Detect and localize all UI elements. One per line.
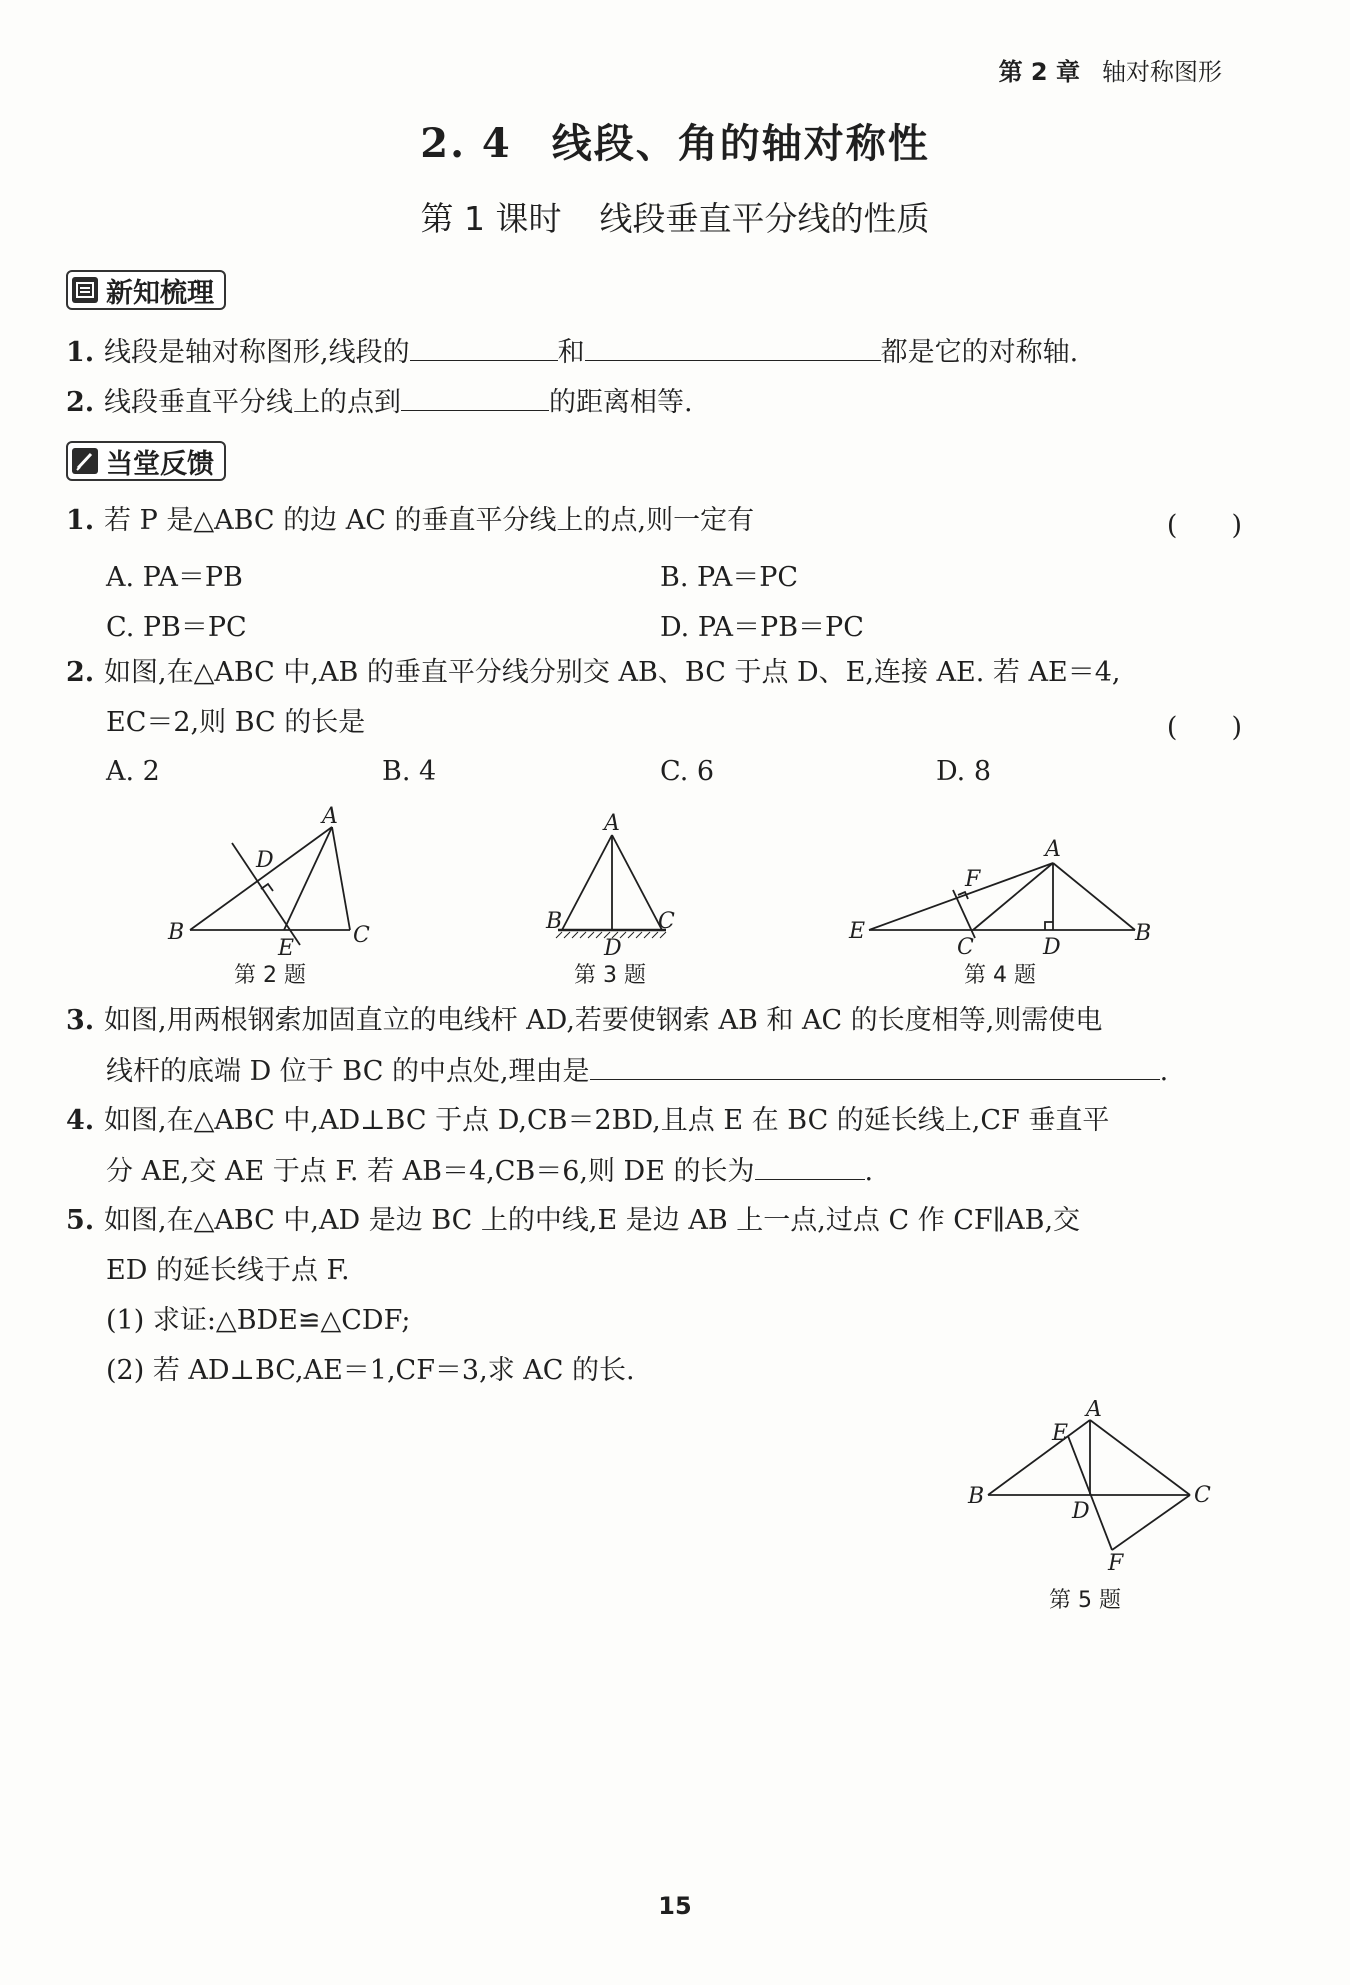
option-b[interactable]: B. PA＝PC	[660, 562, 799, 593]
svg-text:E: E	[278, 936, 295, 960]
item-number: 1.	[66, 337, 95, 368]
svg-text:A: A	[322, 805, 338, 829]
section-tag-new-knowledge	[66, 270, 226, 310]
question-5-line2: ED 的延长线于点 F.	[106, 1255, 350, 1286]
svg-text:D: D	[256, 848, 274, 873]
section-number: 2. 4	[420, 120, 512, 167]
answer-blank[interactable]	[401, 384, 549, 411]
svg-text:D: D	[1072, 1499, 1090, 1524]
question-5-sub1: (1) 求证:△BDE≌△CDF;	[106, 1305, 411, 1336]
book-icon	[72, 277, 98, 303]
svg-text:C: C	[957, 935, 974, 960]
lesson-title	[0, 193, 1350, 240]
question-text: 若 P 是△ABC 的边 AC 的垂直平分线上的点,则一定有	[104, 505, 755, 536]
chapter-number: 第 2 章	[998, 58, 1080, 86]
option-a[interactable]: A. PA＝PB	[106, 562, 243, 593]
question-5-sub2: (2) 若 AD⊥BC,AE＝1,CF＝3,求 AC 的长.	[106, 1355, 635, 1386]
question-text: 如图,在△ABC 中,AD⊥BC 于点 D,CB＝2BD,且点 E 在 BC 的延长线上,CF 垂直平	[104, 1105, 1110, 1136]
answer-paren[interactable]: ( )	[1166, 510, 1242, 541]
option-c[interactable]: C. 6	[660, 756, 715, 787]
question-text: 分 AE,交 AE 于点 F. 若 AB＝4,CB＝6,则 DE 的长为	[106, 1156, 755, 1187]
svg-text:B: B	[546, 909, 563, 934]
option-d[interactable]: D. PA＝PB＝PC	[660, 612, 864, 643]
svg-text:D: D	[604, 936, 622, 960]
question-text: .	[864, 1156, 874, 1187]
section-tag-label: 新知梳理	[106, 277, 214, 309]
svg-text:F: F	[1108, 1551, 1124, 1575]
question-number: 4.	[66, 1105, 95, 1136]
question-text: 如图,在△ABC 中,AB 的垂直平分线分别交 AB、BC 于点 D、E,连接 AE. 若 AE＝4,	[104, 657, 1121, 688]
svg-text:A: A	[1045, 837, 1061, 862]
option-a[interactable]: A. 2	[106, 756, 160, 787]
question-number: 3.	[66, 1005, 95, 1036]
section-tag-label: 当堂反馈	[106, 448, 214, 480]
pencil-icon	[72, 448, 98, 474]
item-text: 线段是轴对称图形,线段的	[104, 337, 410, 368]
svg-text:B: B	[1135, 921, 1152, 946]
figure-caption: 第 4 题	[964, 963, 1036, 988]
question-number: 2.	[66, 657, 95, 688]
knowledge-item-2	[66, 384, 693, 421]
svg-text:B: B	[168, 920, 185, 945]
svg-text:C: C	[353, 923, 370, 948]
question-2-line2: EC＝2,则 BC 的长是	[106, 707, 366, 738]
svg-text:C: C	[1194, 1483, 1211, 1508]
answer-blank[interactable]	[585, 334, 881, 361]
question-1-stem	[66, 503, 754, 539]
figure-question-4	[845, 830, 1155, 960]
answer-blank[interactable]	[755, 1153, 865, 1180]
question-number: 5.	[66, 1205, 95, 1236]
question-3-line1	[66, 1003, 1102, 1039]
svg-text:F: F	[965, 867, 981, 892]
figure-caption: 第 2 题	[234, 963, 306, 988]
item-number: 2.	[66, 387, 95, 418]
answer-paren[interactable]: ( )	[1166, 712, 1242, 743]
figure-caption: 第 5 题	[1049, 1588, 1121, 1613]
question-text: 如图,在△ABC 中,AD 是边 BC 上的中线,E 是边 AB 上一点,过点 C 作 CF∥AB,交	[104, 1205, 1081, 1236]
item-text: 和	[557, 337, 585, 368]
svg-text:D: D	[1043, 935, 1061, 960]
question-2-line1	[66, 655, 1120, 691]
svg-text:E: E	[849, 919, 866, 944]
section-title	[0, 112, 1350, 169]
question-text: .	[1159, 1056, 1169, 1087]
question-4-line1	[66, 1103, 1109, 1139]
question-3-line2	[106, 1053, 1168, 1090]
figure-question-2	[160, 805, 380, 960]
section-tag-feedback	[66, 441, 226, 481]
figure-question-3	[540, 805, 680, 960]
section-title-text: 线段、角的轴对称性	[551, 120, 930, 167]
svg-text:C: C	[658, 909, 675, 934]
option-c[interactable]: C. PB＝PC	[106, 612, 247, 643]
svg-text:E: E	[1052, 1421, 1069, 1446]
svg-text:B: B	[968, 1484, 985, 1509]
option-b[interactable]: B. 4	[382, 756, 437, 787]
question-text: 如图,用两根钢索加固直立的电线杆 AD,若要使钢索 AB 和 AC 的长度相等,则需使电	[104, 1005, 1103, 1036]
answer-blank[interactable]	[410, 334, 558, 361]
svg-text:A: A	[1086, 1400, 1102, 1422]
page-number: 15	[658, 1892, 692, 1920]
question-5-line1	[66, 1203, 1080, 1239]
answer-blank[interactable]	[590, 1053, 1160, 1080]
question-number: 1.	[66, 505, 95, 536]
item-text: 的距离相等.	[549, 387, 693, 418]
option-d[interactable]: D. 8	[936, 756, 992, 787]
knowledge-item-1	[66, 334, 1078, 371]
svg-text:A: A	[604, 811, 620, 836]
lesson-number: 第 1 课时	[420, 199, 562, 238]
item-text: 都是它的对称轴.	[880, 337, 1079, 368]
item-text: 线段垂直平分线上的点到	[104, 387, 401, 418]
figure-question-5	[960, 1400, 1220, 1575]
chapter-title: 轴对称图形	[1102, 58, 1222, 86]
chapter-header	[999, 52, 1222, 87]
lesson-title-text: 线段垂直平分线的性质	[599, 199, 930, 238]
question-text: 线杆的底端 D 位于 BC 的中点处,理由是	[106, 1056, 590, 1087]
figure-caption: 第 3 题	[574, 963, 646, 988]
question-4-line2	[106, 1153, 873, 1190]
